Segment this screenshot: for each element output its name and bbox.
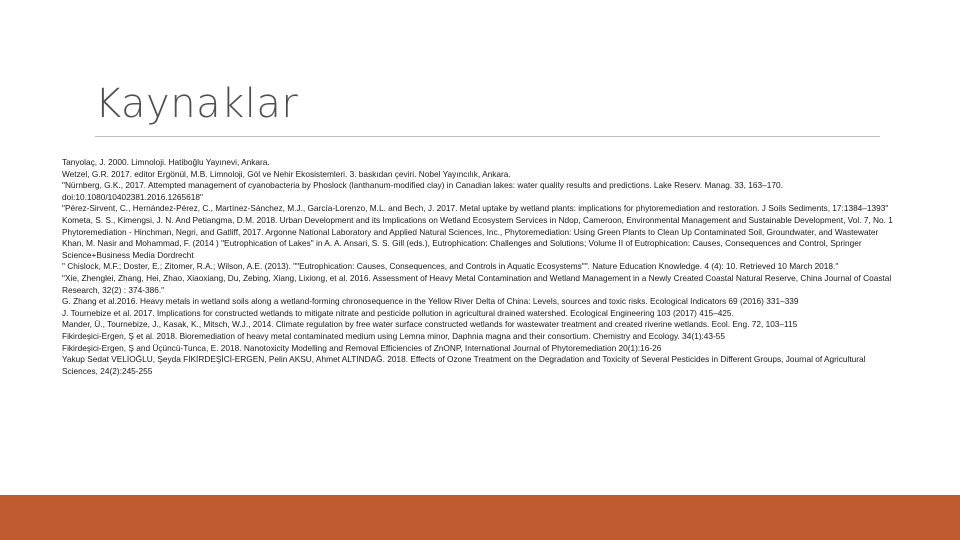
footer-accent-bar [0, 495, 960, 540]
reference-item: Fikirdeşici-Ergen, Ş and Üçüncü-Tunca, E. 2018. Nanotoxicity Modelling and Removal Efficiencies of ZnONP, International Journal of Phytoremediation 20(1):16-26 [62, 342, 662, 353]
reference-item: "Xie, Zhenglei, Zhang, Hei, Zhao, Xiaoxiang, Du, Zebing, Xiang, Lixiong, et al. 2016. Assessment of Heavy Metal Contamination and Wetland Management in a Newly Created Coastal Natural Reserve, China Journal of Coastal Research, 32(2) : 374-386." [62, 272, 892, 295]
reference-item: Fikirdeşici-Ergen, Ş et al. 2018. Bioremediation of heavy metal contaminated medium using Lemna minor, Daphnia magna and their consortium. Chemistry and Ecology. 34(1):43-55 [62, 330, 726, 341]
reference-item: Kometa, S. S., Kimengsi, J. N. And Petiangma, D.M. 2018. Urban Development and its Implications on Wetland Ecosystem Services in Ndop, Cameroon, Environmental Management and Sustainable Development, Vol. 7, No. 1 [62, 214, 893, 225]
reference-item: Yakup Sedat VELİOĞLU, Şeyda FİKİRDEŞİCİ-ERGEN, Pelin AKSU, Ahmet ALTINDAĞ. 2018. Effects of Ozone Treatment on the Degradation and Toxicity of Several Pesticides in Different Groups, Journal of Agricultural Sciences, 24(2):245-255 [62, 354, 866, 376]
reference-item: " Chislock, M.F.; Doster, E.; Zitomer, R.A.; Wilson, A.E. (2013). ""Eutrophication: Causes, Consequences, and Controls in Aquatic Ecosystems"". Nature Education Knowledge. 4 (4): 10. Retrieved 10 March 2018." [62, 261, 839, 272]
title-divider [95, 136, 880, 137]
reference-item: Wetzel, G.R. 2017. editor Ergönül, M.B. Limnoloji, Göl ve Nehir Ekosistemleri. 3. baskıdan çeviri. Nobel Yayıncılık, Ankara. [62, 168, 511, 179]
reference-item: Mander, Ü., Tournebize, J., Kasak, K., Mitsch, W.J., 2014. Climate regulation by free water surface constructed wetlands for wastewater treatment and created riverine wetlands. Ecol. Eng. 72, 103–115 [62, 319, 798, 330]
reference-item: G. Zhang et al.2016. Heavy metals in wetland soils along a wetland-forming chronosequence in the Yellow River Delta of China: Levels, sources and toxic risks. Ecological Indicators 69 (2016) 331–339 [62, 296, 799, 307]
slide-title: Kaynaklar [95, 81, 299, 127]
reference-item: J. Tournebize et al. 2017. Implications for constructed wetlands to mitigate nitrate and pesticide pollution in agricultural drained watershed. Ecological Engineering 103 (2017) 415–425. [62, 307, 734, 318]
reference-item: Khan, M. Nasir and Mohammad, F. (2014 ) "Eutrophication of Lakes" in A. A. Ansari, S. S. Gill (eds.), Eutrophication: Challenges and Solutions; Volume II of Eutrophication: Causes, Consequences and Control, Springer Science+Business Media Dordrecht [62, 238, 862, 260]
reference-item: "Nürnberg, G.K., 2017. Attempted management of cyanobacteria by Phoslock (lanthanum-modified clay) in Canadian lakes: water quality results and predictions. Lake Reserv. Manag. 33, 163–170. doi:10.1080/10402381.2016.1265618" [62, 180, 783, 202]
reference-item: Phytoremediation - Hinchman, Negri, and Gatliff, 2017. Argonne National Laboratory and Applied Natural Sciences, Inc., Phytoremediation: Using Green Plants to Clean Up Contaminated Soil, Groundwater, and Wastewater [62, 226, 879, 237]
reference-list [62, 157, 902, 377]
reference-item: Tanyolaç, J. 2000. Limnoloji. Hatiboğlu Yayınevi, Ankara. [62, 157, 270, 167]
reference-item: "Pérez-Sirvent, C., Hernández-Pérez, C., Martínez-Sánchez, M.J., García-Lorenzo, M.L. and Bech, J. 2017. Metal uptake by wetland plants: implications for phytoremediation and restoration. J Soils Sediments, 17:1384–1393" [62, 203, 889, 214]
